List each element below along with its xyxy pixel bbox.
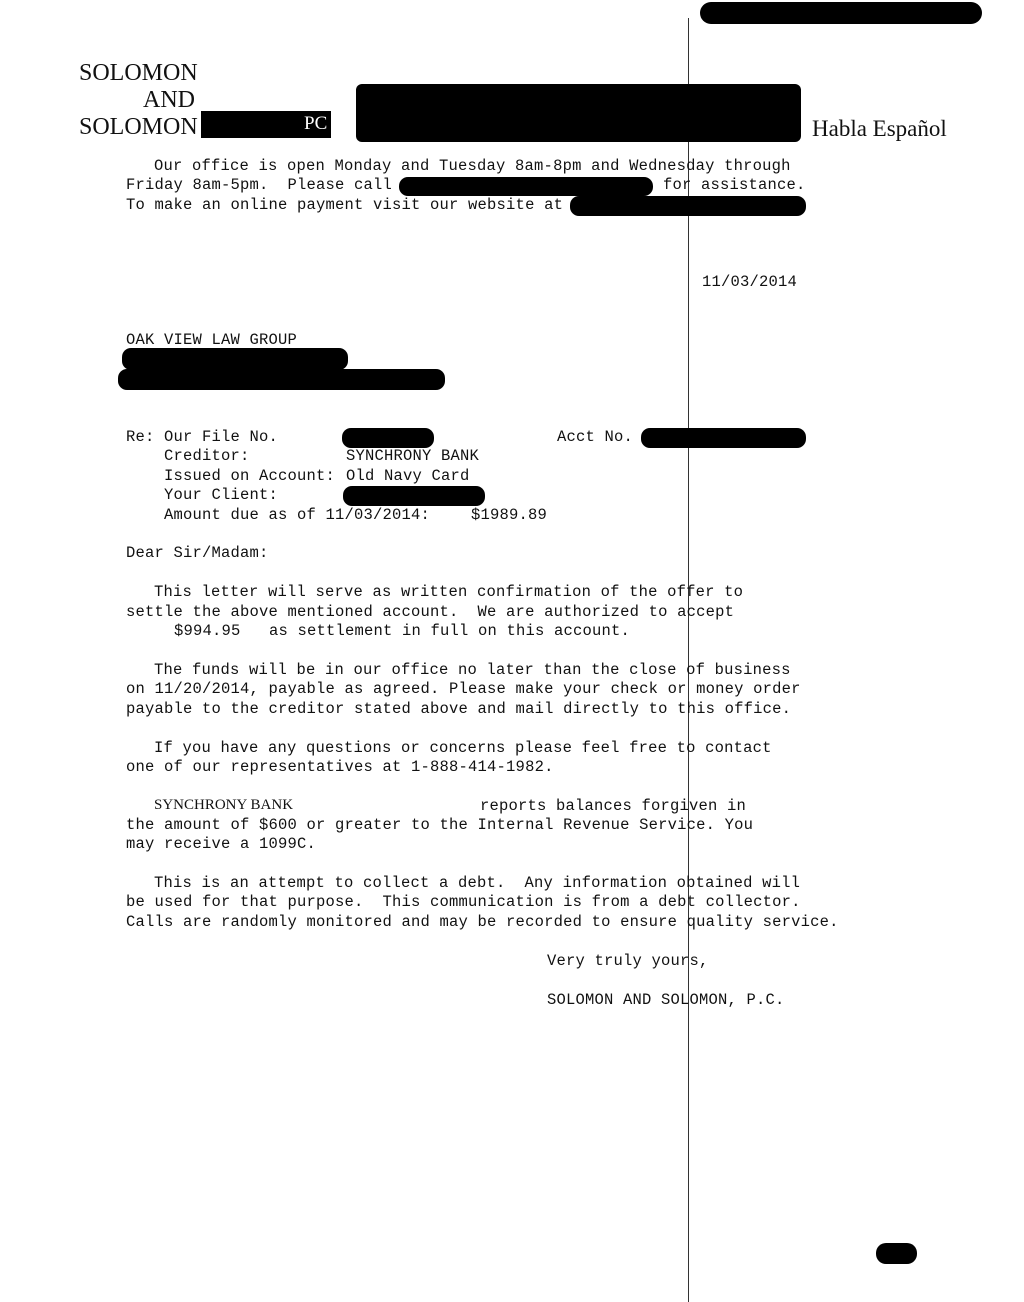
body-p5-line1: This is an attempt to collect a debt. Any information obtained will	[154, 874, 801, 892]
body-p4-line1: reports balances forgiven in	[480, 797, 747, 815]
body-p3-line2: one of our representatives at 1-888-414-1982.	[126, 758, 554, 776]
body-p1-line2: settle the above mentioned account. We are authorized to accept	[126, 603, 735, 621]
firm-name-line2: AND	[143, 87, 195, 113]
ref-creditor-value: SYNCHRONY BANK	[346, 447, 480, 465]
body-p5-line2: be used for that purpose. This communication is from a debt collector.	[126, 893, 801, 911]
body-p4-creditor: SYNCHRONY BANK	[154, 797, 294, 813]
ref-issued-label: Issued on Account:	[164, 467, 336, 485]
ref-amount-value: $1989.89	[471, 506, 548, 524]
redaction-top-right	[700, 2, 982, 24]
redaction-phone	[399, 177, 653, 196]
redaction-client	[343, 486, 485, 506]
ref-file-label: Re: Our File No.	[126, 428, 279, 446]
body-p2-line3: payable to the creditor stated above and mail directly to this office.	[126, 700, 792, 718]
redaction-acct-no	[641, 428, 806, 448]
letter-date: 11/03/2014	[702, 273, 798, 291]
firm-pc-label: PC	[304, 113, 328, 134]
ref-acct-label: Acct No.	[557, 428, 634, 446]
body-p3-line1: If you have any questions or concerns please feel free to contact	[154, 739, 772, 757]
valediction: Very truly yours,	[547, 952, 709, 970]
settlement-amount: $994.95	[174, 622, 241, 640]
firm-name-line1: SOLOMON	[79, 60, 198, 86]
redaction-file-no	[342, 428, 434, 448]
redaction-bottom-right	[876, 1243, 917, 1264]
redaction-header-address	[356, 84, 801, 142]
ref-client-label: Your Client:	[164, 486, 279, 504]
body-p2-line2: on 11/20/2014, payable as agreed. Please make your check or money order	[126, 680, 801, 698]
redaction-recipient-line1	[122, 348, 348, 370]
body-p1-line3: as settlement in full on this account.	[269, 622, 631, 640]
office-hours-line1: Our office is open Monday and Tuesday 8am-8pm and Wednesday through	[154, 157, 791, 175]
office-hours-line2b: for assistance.	[663, 176, 806, 194]
habla-espanol: Habla Español	[812, 116, 947, 141]
signature: SOLOMON AND SOLOMON, P.C.	[547, 991, 785, 1009]
recipient-name: OAK VIEW LAW GROUP	[126, 331, 298, 349]
body-p4-line3: may receive a 1099C.	[126, 835, 317, 853]
body-p4-line2: the amount of $600 or greater to the Internal Revenue Service. You	[126, 816, 754, 834]
body-p2-line1: The funds will be in our office no later than the close of business	[154, 661, 791, 679]
ref-amount-label: Amount due as of 11/03/2014:	[164, 506, 431, 524]
ref-issued-value: Old Navy Card	[346, 467, 470, 485]
online-payment-line: To make an online payment visit our website at	[126, 196, 564, 214]
office-hours-line2a: Friday 8am-5pm. Please call	[126, 176, 393, 194]
firm-name-line3: SOLOMON	[79, 114, 198, 140]
body-p1-line1: This letter will serve as written confirmation of the offer to	[154, 583, 744, 601]
redaction-website	[570, 196, 806, 216]
redaction-recipient-line2	[118, 369, 445, 390]
ref-creditor-label: Creditor:	[164, 447, 250, 465]
body-p5-line3: Calls are randomly monitored and may be recorded to ensure quality service.	[126, 913, 839, 931]
salutation: Dear Sir/Madam:	[126, 544, 269, 562]
